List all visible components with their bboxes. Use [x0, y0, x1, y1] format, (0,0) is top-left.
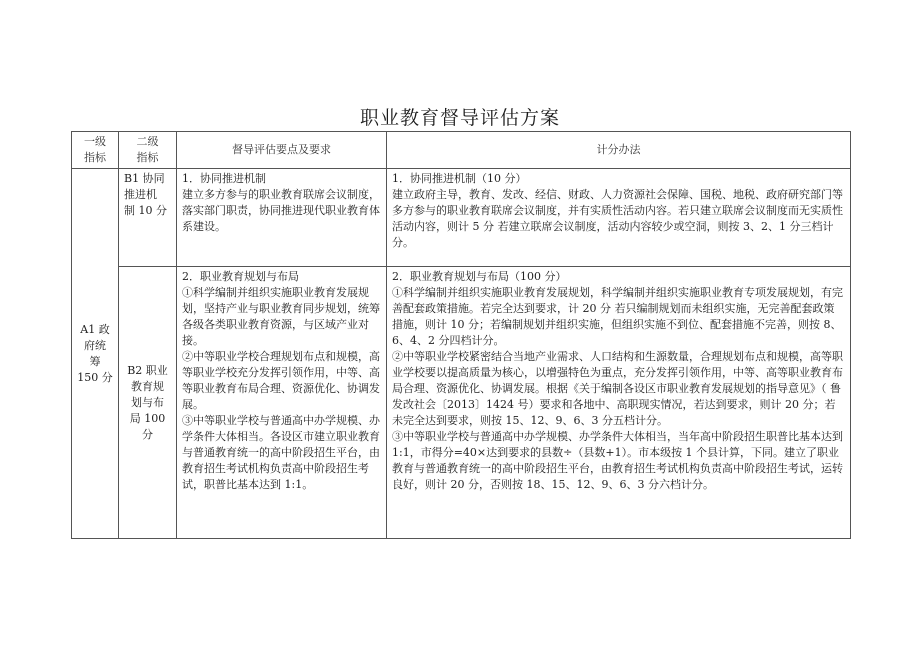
- scoring-cell-b2: [387, 267, 851, 539]
- level1-a1: A1 政 府统 筹 150 分: [72, 169, 119, 539]
- level2-b2: B2 职业 教育规 划与布 局 100 分: [119, 267, 177, 539]
- requirement-cell-b1: [177, 169, 387, 267]
- scoring-line: 2．职业教育规划与布局（100 分）: [392, 270, 567, 283]
- header-level1: 一级 指标: [72, 132, 119, 169]
- header-level2: 二级 指标: [119, 132, 177, 169]
- scoring-line: 建立政府主导，教育、发改、经信、财政、人力资源社会保障、国税、地税、政府研究部门等多方参与的职业教育联席会议制度，并有实质性活动内容。若只建立联席会议制度而无实质性活动内容，则计 5 分 若建立联席会议制度，活动内容较少或空洞，则按 3、2、1 分三档计分。: [392, 188, 843, 249]
- requirement-line: 2．职业教育规划与布局: [182, 270, 299, 283]
- evaluation-table: [71, 131, 851, 539]
- table-header-row: [72, 132, 851, 169]
- requirement-line: ②中等职业学校合理规划布点和规模，高等职业学校充分发挥引领作用，中等、高等职业教育布局合理、资源优化、协调发展。: [182, 350, 380, 411]
- requirement-cell-b2: [177, 267, 387, 539]
- table-row: [72, 169, 851, 267]
- scoring-line: ②中等职业学校紧密结合当地产业需求、人口结构和生源数量，合理规划布点和规模，高等职业学校要以提高质量为核心，以增强特色为重点，充分发挥引领作用，中等、高等职业教育布局合理、资源优化、协调发展。根据《关于编制各设区市职业教育发展规划的指导意见》（ 鲁发改社会〔2013〕1424 号）要求和各地中、高职现实情况，若达到要求，则计 20 分；若未完全达到要求，则按 15、12、9、6、3 分五档计分。: [392, 350, 843, 427]
- requirement-line: ①科学编制并组织实施职业教育发展规划，坚持产业与职业教育同步规划，统筹各级各类职业教育资源，与区域产业对接。: [182, 286, 380, 347]
- header-scoring: 计分办法: [387, 132, 851, 169]
- scoring-line: ③中等职业学校与普通高中办学规模、办学条件大体相当，当年高中阶段招生职普比基本达到 1:1，市得分=40×达到要求的县数÷（县数+1）。市本级按 1 个县计算，下同。建立了职业教育与普通教育统一的高中阶段招生平台，由教育招生考试机构负责高中阶段招生考试，运转良好，则计 20 分，否则按 18、15、12、9、6、3 分六档计分。: [392, 430, 843, 491]
- requirement-line: ③中等职业学校与普通高中办学规模、办学条件大体相当。各设区市建立职业教育与普通教育统一的高中阶段招生平台，由教育招生考试机构负责高中阶段招生考试，职普比基本达到 1:1。: [182, 414, 380, 491]
- requirement-line: 建立多方参与的职业教育联席会议制度，落实部门职责，协同推进现代职业教育体系建设。: [182, 188, 380, 233]
- header-requirements: 督导评估要点及要求: [177, 132, 387, 169]
- page-title: 职业教育督导评估方案: [359, 107, 560, 129]
- scoring-cell-b1: [387, 169, 851, 267]
- scoring-line: 1．协同推进机制（10 分）: [392, 172, 527, 185]
- requirement-line: 1．协同推进机制: [182, 172, 266, 185]
- scoring-line: ①科学编制并组织实施职业教育发展规划，科学编制并组织实施职业教育专项发展规划，有完善配套政策措施。若完全达到要求，计 20 分 若只编制规划而未组织实施，无完善配套政策措施，则计 10 分；若编制规划并组织实施，但组织实施不到位、配套措施不完善，则按 8、6、4、2 分四档计分。: [392, 286, 843, 347]
- level2-b1: B1 协同 推进机 制 10 分: [119, 169, 177, 267]
- table-row: [72, 267, 851, 539]
